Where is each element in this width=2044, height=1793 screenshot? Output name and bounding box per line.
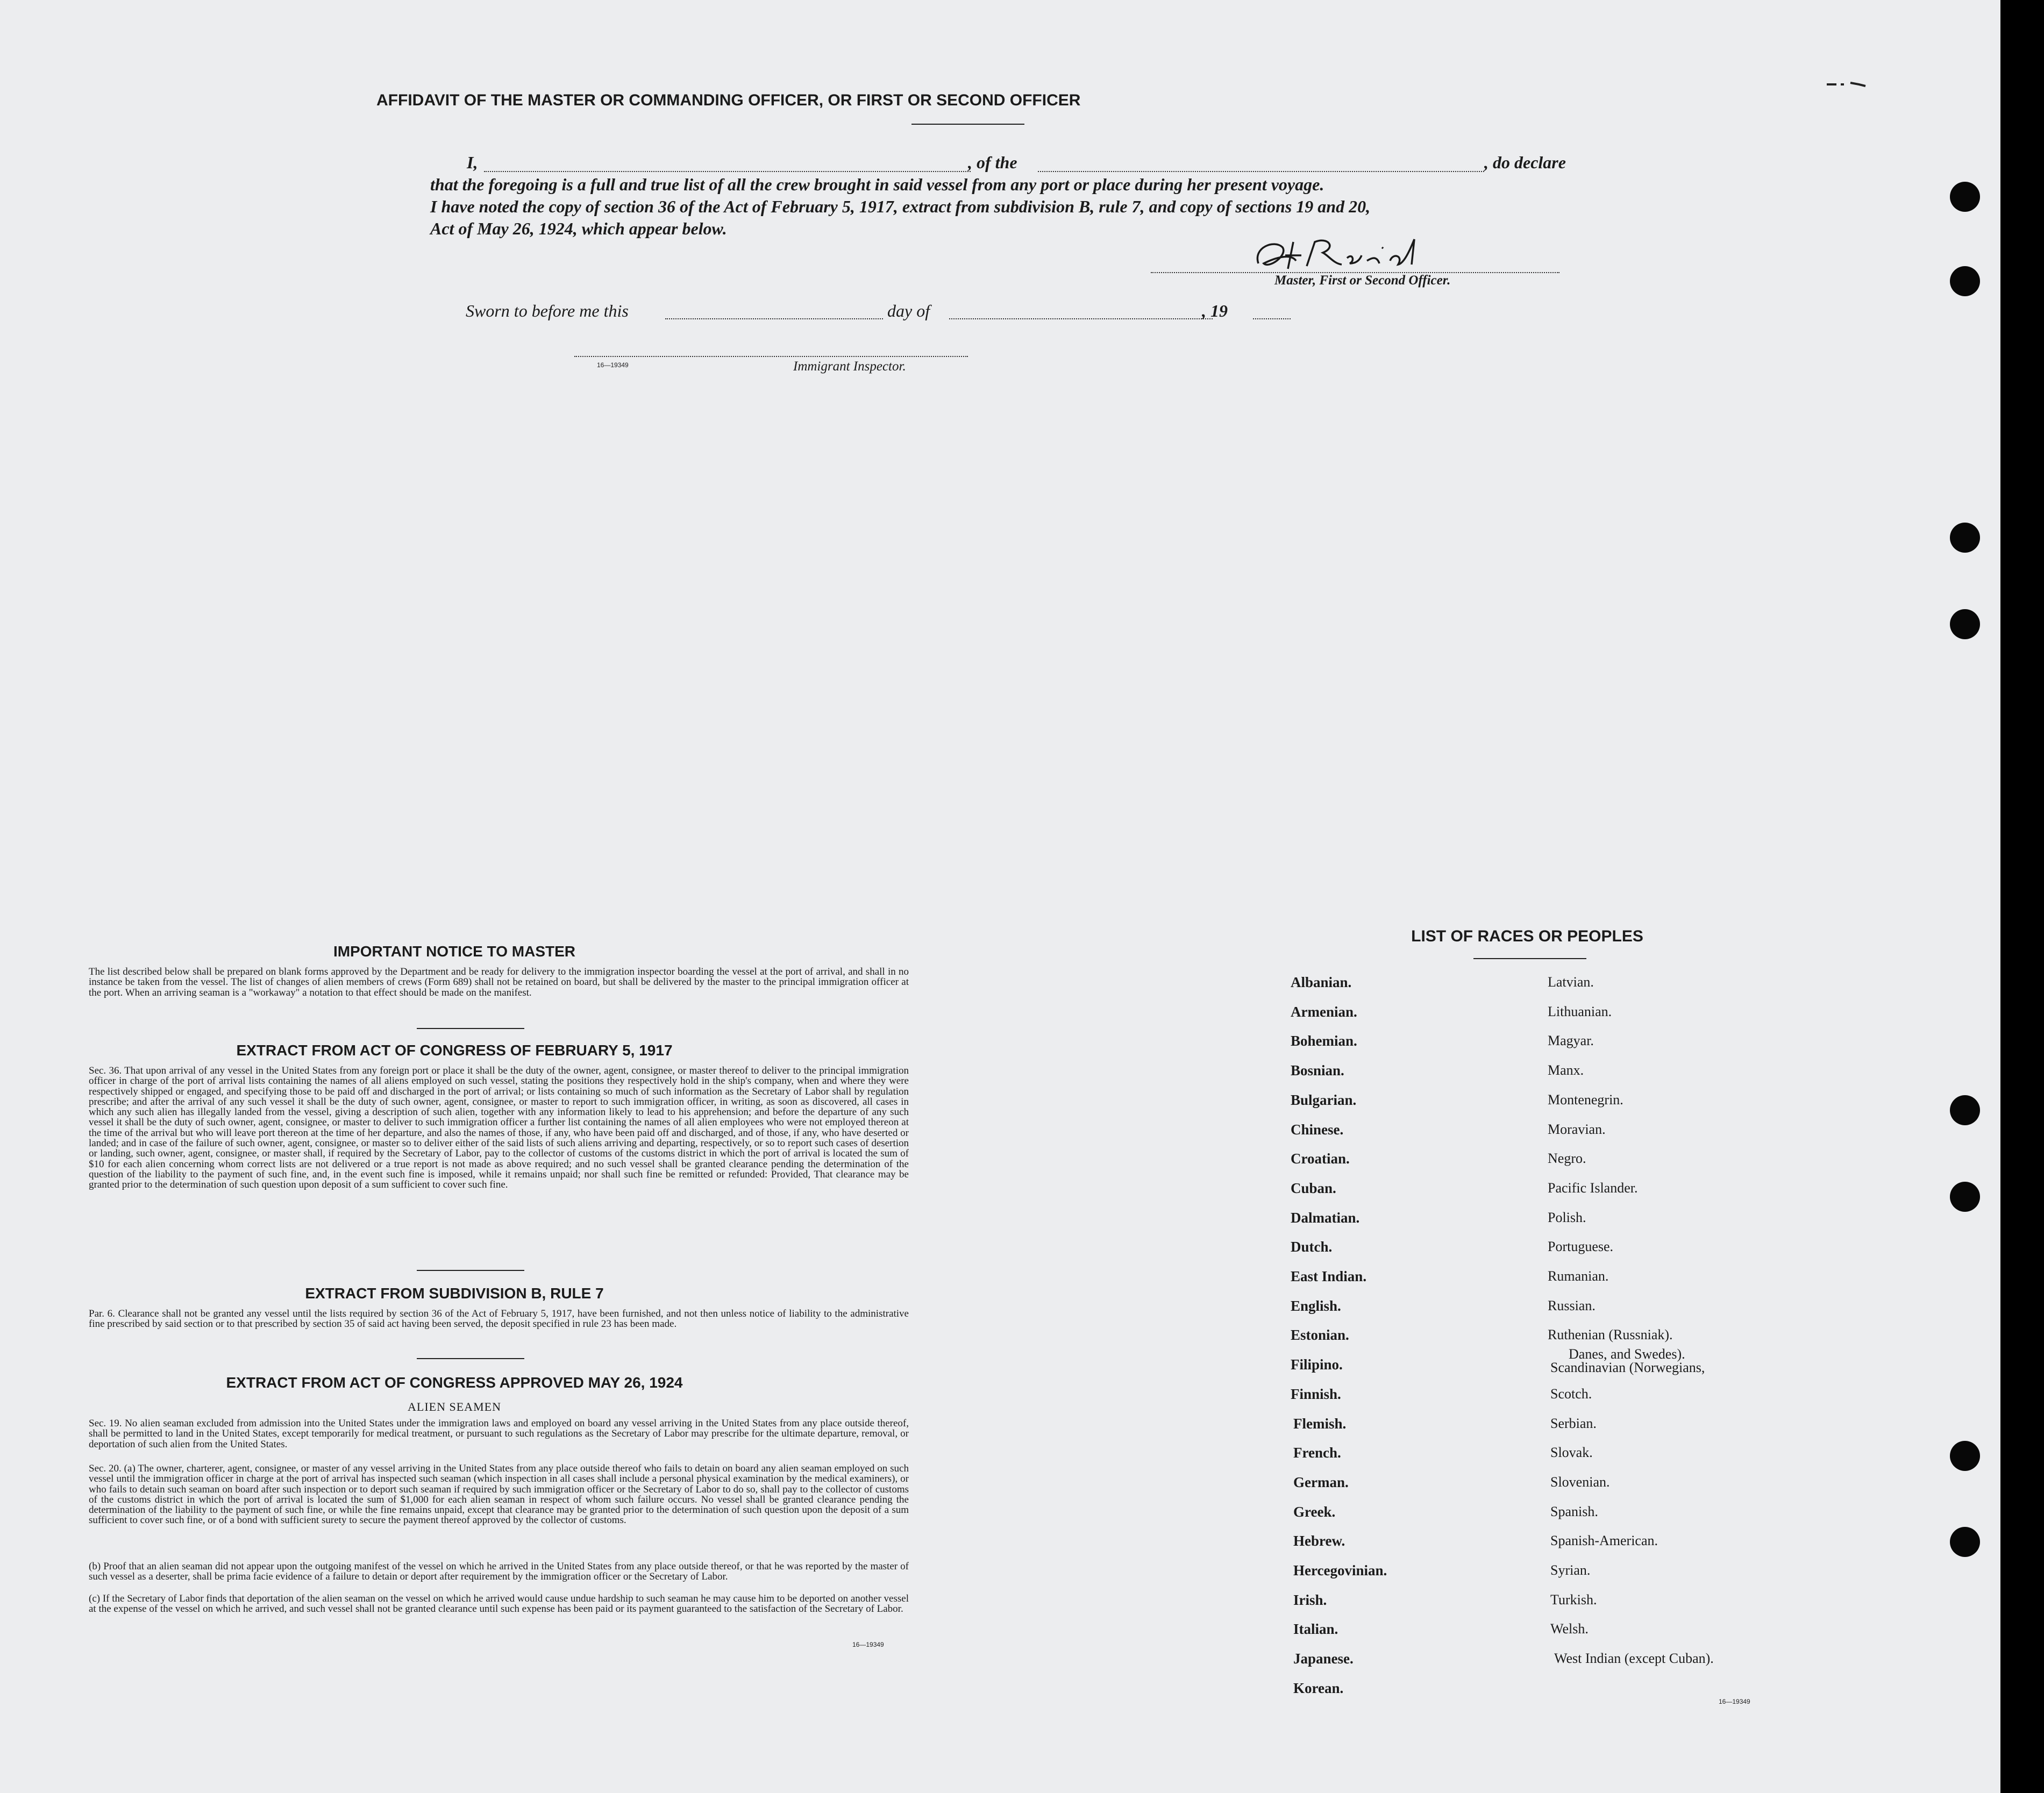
day-of-label: day of — [887, 301, 930, 320]
inspector-line — [574, 356, 968, 357]
race-item: Cuban. — [1291, 1180, 1336, 1196]
binder-hole — [1950, 1095, 1980, 1125]
race-item: Irish. — [1293, 1591, 1327, 1608]
races-title: LIST OF RACES OR PEOPLES — [1411, 927, 1643, 945]
race-item: Armenian. — [1291, 1003, 1357, 1020]
race-item: Danes, and Swedes). — [1569, 1346, 1685, 1362]
race-item: Polish. — [1548, 1209, 1586, 1225]
race-item: Magyar. — [1548, 1033, 1594, 1049]
races-divider — [1473, 958, 1586, 959]
race-item: English. — [1291, 1297, 1341, 1314]
affidavit-i-label: I, — [467, 153, 478, 172]
race-item: Rumanian. — [1548, 1268, 1609, 1284]
extract-1917-divider — [417, 1270, 524, 1271]
sec-20c-text: (c) If the Secretary of Labor finds that deportation of the alien seaman on the vessel on which he arrived would cause undue hardship to such seaman he may cause him to be deported on another vessel at the expense of the vessel on which he arrived, and such vessel shall not be granted clearance until such expense has been paid or its payment guaranteed to the satisfaction of the Secretary of Labor. — [89, 1593, 909, 1615]
race-item: Scandinavian (Norwegians, — [1550, 1360, 1705, 1376]
race-item: Slovenian. — [1550, 1474, 1610, 1490]
sec-20a-text: Sec. 20. (a) The owner, charterer, agent, consignee, or master of any vessel arriving in the United States from any place outside thereof who fails to detain on board any alien seaman employed on such vessel until the immigration officer in charge at the port of arrival has inspected such seaman (which inspection in all cases shall include a personal physical examination by the medical examiners), or who fails to detain such seaman on board after such inspection or to deport such seaman if required by such immigration officer or the Secretary of Labor to do so, shall pay to the collector of customs of the customs district in which the port of arrival is located the sum of $1,000 for each alien seaman in respect of whom such failure occurs. No vessel shall be granted clearance pending the determination of the liability to the payment of such fine, or while the fine remains unpaid, except that clearance may be granted prior to the determination of such question upon the deposit of a sum sufficient to cover such fine, or of a bond with sufficient surety to secure the payment thereof approved by the collector of customs. — [89, 1463, 909, 1526]
race-item: Croatian. — [1291, 1151, 1350, 1167]
race-item: Pacific Islander. — [1548, 1180, 1638, 1196]
race-item: Lithuanian. — [1548, 1003, 1612, 1019]
race-item: Manx. — [1548, 1062, 1584, 1078]
alien-seamen-subtitle: ALIEN SEAMEN — [408, 1400, 501, 1413]
year-blank — [1253, 318, 1291, 319]
race-item: West Indian (except Cuban). — [1554, 1651, 1714, 1667]
name-blank-line — [484, 171, 971, 172]
affidavit-declare-label: , do declare — [1484, 153, 1566, 172]
race-item: Italian. — [1293, 1621, 1338, 1638]
race-item: Bulgarian. — [1291, 1091, 1357, 1108]
race-item: Greek. — [1293, 1503, 1336, 1520]
race-item: Montenegrin. — [1548, 1091, 1623, 1108]
notice-text: The list described below shall be prepared on blank forms approved by the Department and be ready for delivery to the immigration inspector boarding the vessel at the port of arrival, and shall in no instance be taken from the vessel. The list of changes of alien members of crews (Form 689) shall not be retained on board, but shall be delivered by the master to the principal immigration officer at the port. When an arriving seaman is a "workaway" a notation to that effect should be made on the manifest. — [89, 966, 909, 998]
race-item: Dalmatian. — [1291, 1209, 1360, 1226]
signature-caption: Master, First or Second Officer. — [1274, 273, 1451, 288]
race-item: Russian. — [1548, 1297, 1596, 1313]
affidavit-title: AFFIDAVIT OF THE MASTER OR COMMANDING OFFICER, OR FIRST OR SECOND OFFICER — [376, 91, 1081, 109]
race-item: Dutch. — [1291, 1239, 1333, 1255]
race-item: Finnish. — [1291, 1385, 1341, 1402]
notice-title: IMPORTANT NOTICE TO MASTER — [333, 943, 576, 960]
binder-hole — [1950, 266, 1980, 296]
vessel-blank-line — [1038, 171, 1484, 172]
affidavit-line-4: Act of May 26, 1924, which appear below. — [430, 219, 727, 238]
extract-1924-title: EXTRACT FROM ACT OF CONGRESS APPROVED MAY 26, 1924 — [226, 1374, 683, 1391]
race-item: Latvian. — [1548, 974, 1594, 990]
sec-20b-text: (b) Proof that an alien seaman did not appear upon the outgoing manifest of the vessel on which he arrived in the United States from any place outside thereof, or that he was reported by the master of such vessel as a deserter, shall be prima facie evidence of a failure to detain or deport after requirement by the immigration officer or the Secretary of Labor. — [89, 1561, 909, 1583]
affidavit-line-3: I have noted the copy of section 36 of the Act of February 5, 1917, extract from subdivision B, rule 7, and copy of sections 19 and 20, — [430, 197, 1371, 216]
race-item: Serbian. — [1550, 1415, 1597, 1431]
binder-hole — [1950, 523, 1980, 553]
race-item: Bohemian. — [1291, 1033, 1357, 1049]
title-divider — [911, 124, 1024, 125]
binder-hole — [1950, 1182, 1980, 1212]
race-item: Ruthenian (Russniak). — [1548, 1327, 1673, 1343]
race-item: Estonian. — [1291, 1327, 1349, 1344]
race-item: Korean. — [1293, 1680, 1344, 1696]
race-item: Moravian. — [1548, 1121, 1606, 1137]
extract-1917-text: Sec. 36. That upon arrival of any vessel in the United States from any foreign port or place it shall be the duty of the owner, agent, consignee, or master thereof to deliver to the principal immigration officer in charge of the port of arrival lists containing the names of all aliens employed on such vessel, stating the positions they respectively hold in the ship's company, when and where they were respectively shipped or engaged, and specifying those to be paid off and discharged in the port of arrival; or lists containing so much of such information as the Secretary of Labor shall by regulation prescribe; and after the arrival of any such vessel it shall be the duty of such owner, agent, consignee, or master to report to such immigration officer, in writing, as soon as discovered, all cases in which any such alien has illegally landed from the vessel, giving a description of such alien, together with any information likely to lead to his apprehension; and before the departure of any such vessel it shall be the duty of such owner, agent, consignee, or master to deliver to such immigration officer a further list containing the names of all alien employees who were not employed thereon at the time of the arrival but who will leave port thereon at the time of her departure, and also the names of those, if any, who have been paid off and discharged, and of those, if any, who have deserted or landed; and in case of the failure of such owner, agent, consignee, or master so to deliver either of the said lists of such aliens arriving and departing, respectively, or so to report such cases of desertion or landing, such owner, agent, consignee, or master shall, if required by the Secretary of Labor, pay to the collector of customs of the customs district in which the port of arrival is located the sum of $10 for each alien concerning whom correct lists are not delivered or a true report is not made as above required; and no such vessel shall be granted clearance pending the determination of the question of the liability to the payment of such fine, and, in the event such fine is imposed, while it remains unpaid; nor shall such fine be remitted or refunded: Provided, That clearance may be granted prior to the determination of such question upon deposit of a sum sufficient to cover such fine. — [89, 1065, 909, 1191]
race-item: German. — [1293, 1474, 1349, 1490]
race-item: Hebrew. — [1293, 1533, 1345, 1549]
race-item: Flemish. — [1293, 1415, 1347, 1432]
extract-rule7-text: Par. 6. Clearance shall not be granted any vessel until the lists required by section 36 of the Act of February 5, 1917, have been furnished, and not then unless notice of liability to the administrative fine prescribed by said section or to that prescribed by section 35 of said act having been served, the deposit specified in rule 23 has been made. — [89, 1308, 909, 1330]
corner-mark — [1826, 81, 1869, 87]
race-item: French. — [1293, 1445, 1341, 1461]
race-item: Bosnian. — [1291, 1062, 1344, 1079]
race-item: Hercegovinian. — [1293, 1562, 1387, 1578]
binder-hole — [1950, 1527, 1980, 1557]
race-item: Spanish-American. — [1550, 1533, 1658, 1549]
race-item: Portuguese. — [1548, 1239, 1614, 1255]
affidavit-line-2: that the foregoing is a full and true list of all the crew brought in said vessel from any port or place during her present voyage. — [430, 175, 1324, 194]
race-item: Albanian. — [1291, 974, 1352, 990]
extract-rule7-title: EXTRACT FROM SUBDIVISION B, RULE 7 — [305, 1285, 604, 1302]
races-form-number: 16—19349 — [1719, 1698, 1750, 1705]
binder-hole — [1950, 182, 1980, 212]
race-item: Welsh. — [1550, 1621, 1589, 1637]
extract-rule7-divider — [417, 1358, 524, 1359]
race-item: Slovak. — [1550, 1445, 1593, 1461]
sworn-label: Sworn to before me this — [466, 301, 629, 320]
inspector-caption: Immigrant Inspector. — [793, 359, 906, 374]
year-label: , 19 — [1202, 301, 1228, 320]
binder-hole — [1950, 1441, 1980, 1471]
binder-hole — [1950, 609, 1980, 639]
sworn-date-blank — [665, 318, 883, 319]
race-item: Chinese. — [1291, 1121, 1344, 1138]
month-blank — [949, 318, 1213, 319]
race-item: Syrian. — [1550, 1562, 1591, 1578]
race-item: Filipino. — [1291, 1356, 1343, 1373]
notice-divider — [417, 1028, 524, 1029]
form-number: 16—19349 — [597, 361, 629, 369]
sec-19-text: Sec. 19. No alien seaman excluded from admission into the United States under the immigration laws and employed on board any vessel arriving in the United States from any place outside thereof, shall be permitted to land in the United States, except temporarily for medical treatment, or pursuant to such regulations as the Secretary of Labor may prescribe for the ultimate departure, removal, or deportation of such alien from the United States. — [89, 1418, 909, 1450]
race-item: East Indian. — [1291, 1268, 1367, 1284]
affidavit-of-the-label: , of the — [968, 153, 1017, 172]
extract-form-number: 16—19349 — [852, 1641, 884, 1648]
race-item: Scotch. — [1550, 1385, 1592, 1402]
race-item: Negro. — [1548, 1151, 1586, 1167]
race-item: Spanish. — [1550, 1503, 1598, 1519]
race-item: Turkish. — [1550, 1591, 1597, 1608]
race-item: Japanese. — [1293, 1651, 1354, 1667]
extract-1917-title: EXTRACT FROM ACT OF CONGRESS OF FEBRUARY 5, 1917 — [236, 1042, 673, 1059]
